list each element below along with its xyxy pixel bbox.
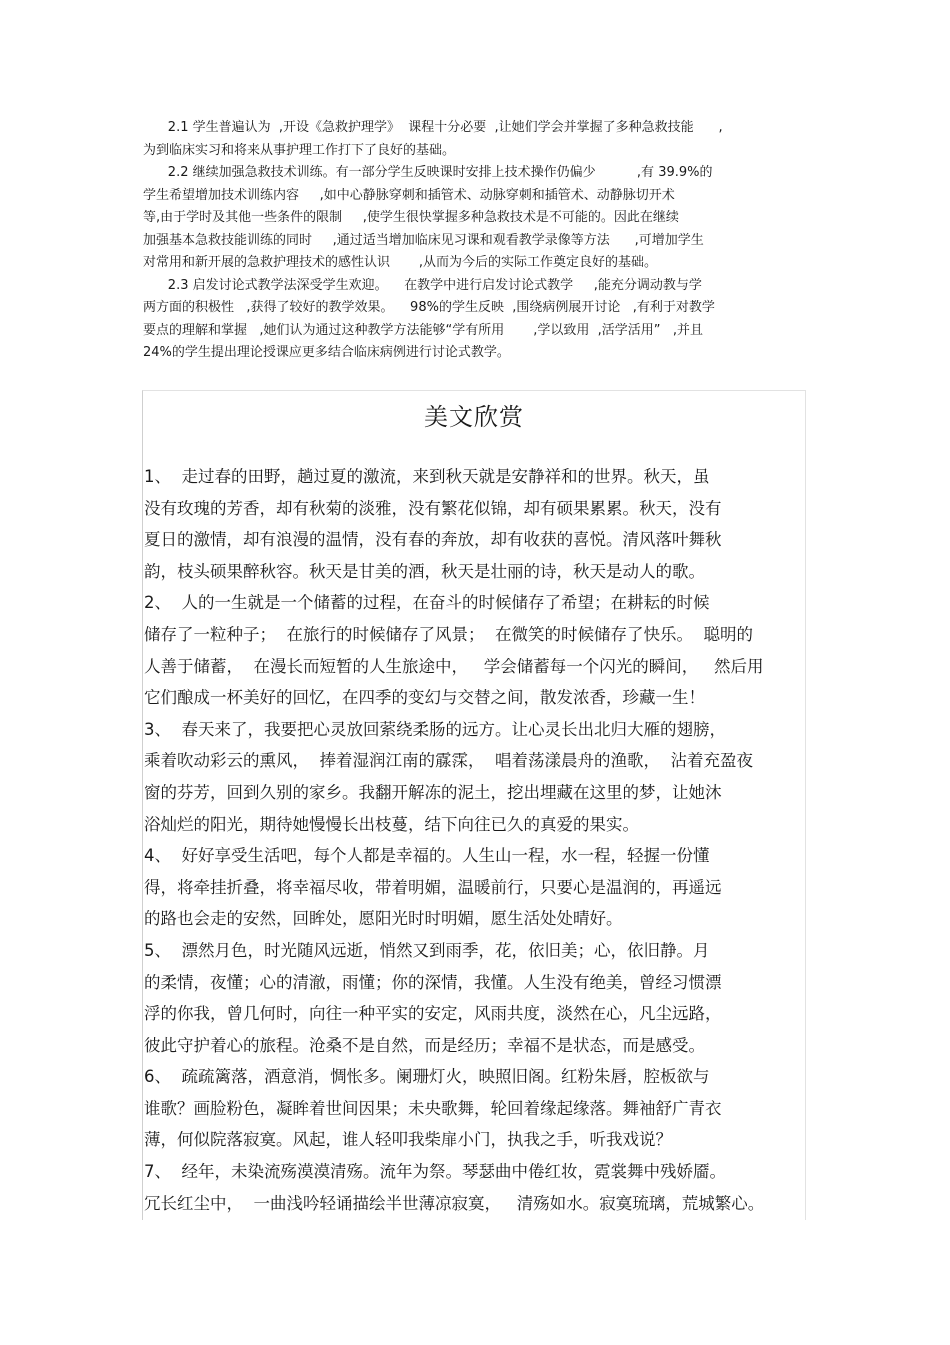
essay-body [144, 461, 806, 1219]
text-line: 加强基本急救技能训练的同时 ,通过适当增加临床见习课和观看教学录像等方法 ,可增加学生 [143, 232, 704, 248]
essay-line: 浴灿烂的阳光，期待她慢慢长出枝蔓，结下向往已久的真爱的果实。 [144, 814, 639, 834]
text-line: 学生希望增加技术训练内容 ,如中心静脉穿刺和插管术、动脉穿刺和插管术、动静脉切开术 [143, 187, 675, 203]
essay-line: 谁歌？画脸粉色，凝眸着世间因果；未央歌舞，轮回着缘起缘落。舞袖舒广青衣 [144, 1098, 722, 1118]
essay-box [142, 390, 806, 1220]
essay-line: 没有玫瑰的芳香，却有秋菊的淡雅，没有繁花似锦，却有硕果累累。秋天，没有 [144, 498, 722, 518]
text-line: 2.1 学生普遍认为 ,开设《急救护理学》 课程十分必要 ,让她们学会并掌握了多种急救技能 , [143, 120, 723, 135]
essay-line: 储存了一粒种子； 在旅行的时候储存了风景； 在微笑的时候储存了快乐。 聪明的 [144, 624, 753, 644]
essay-line: 4、 好好享受生活吧，每个人都是幸福的。人生山一程，水一程，轻握一份懂 [144, 846, 710, 866]
report-paragraph-2-3 [143, 275, 811, 365]
essay-line: 的柔情，夜懂；心的清澈，雨懂；你的深情，我懂。人生没有绝美，曾经习惯漂 [144, 972, 722, 992]
essay-line: 5、 漂然月色，时光随风远逝，悄然又到雨季，花，依旧美；心，依旧静。月 [144, 940, 710, 960]
essay-line: 窗的芬芳，回到久别的家乡。我翻开解冻的泥土，挖出埋藏在这里的梦，让她沐 [144, 782, 722, 802]
essay-line: 浮的你我，曾几何时，向往一种平实的安定，风雨共度，淡然在心，凡尘远路， [144, 1004, 722, 1024]
text-line: 对常用和新开展的急救护理技术的感性认识 ,从而为今后的实际工作奠定良好的基础。 [143, 255, 658, 270]
essay-title: 美文欣赏 [424, 403, 524, 431]
essay-line: 1、 走过春的田野，趟过夏的激流，来到秋天就是安静祥和的世界。秋天，虽 [144, 467, 710, 486]
essay-line: 人善于储蓄， 在漫长而短暂的人生旅途中， 学会储蓄每一个闪光的瞬间， 然后用 [144, 656, 764, 676]
essay-line: 3、 春天来了，我要把心灵放回萦绕柔肠的远方。让心灵长出北归大雁的翅膀， [144, 719, 726, 739]
text-line: 为到临床实习和将来从事护理工作打下了良好的基础。 [143, 142, 456, 158]
essay-line: 7、 经年，未染流殇漠漠清殇。流年为祭。琴瑟曲中倦红妆，霓裳舞中残娇靥。 [144, 1162, 726, 1182]
essay-line: 夏日的激情，却有浪漫的温情，没有春的奔放，却有收获的喜悦。清风落叶舞秋 [144, 530, 722, 550]
essay-line: 2、 人的一生就是一个储蓄的过程，在奋斗的时候储存了希望；在耕耘的时候 [144, 593, 710, 613]
essay-line: 乘着吹动彩云的熏风， 捧着湿润江南的霡霂， 唱着荡漾晨舟的渔歌， 沾着充盈夜 [144, 751, 753, 771]
report-paragraph-2-2 [143, 162, 811, 275]
text-line: 等,由于学时及其他一些条件的限制 ,使学生很快掌握多种急救技术是不可能的。因此在继续 [143, 210, 679, 225]
text-line: 24%的学生提出理论授课应更多结合临床病例进行讨论式教学。 [143, 345, 510, 360]
essay-line: 韵，枝头硕果醉秋容。秋天是甘美的酒，秋天是壮丽的诗，秋天是动人的歌。 [144, 561, 705, 581]
report-section [143, 117, 811, 365]
essay-line: 得，将牵挂折叠，将幸福尽收，带着明媚，温暖前行，只要心是温润的，再遥远 [144, 877, 722, 897]
essay-line: 冗长红尘中， 一曲浅吟轻诵描绘半世薄凉寂寞， 清殇如水。寂寞琉璃，荒城繁心。 [144, 1193, 765, 1213]
essay-line: 它们酿成一杯美好的回忆，在四季的变幻与交替之间，散发浓香，珍藏一生！ [144, 688, 705, 708]
essay-line: 6、 疏疏篱落，酒意消，惆怅多。阑珊灯火，映照旧阁。红粉朱唇，腔板欲与 [144, 1067, 710, 1087]
essay-line: 的路也会走的安然，回眸处，愿阳光时时明媚，愿生活处处晴好。 [144, 909, 623, 929]
essay-line: 薄，何似院落寂寞。风起，谁人轻叩我柴扉小门，执我之手，听我戏说？ [144, 1130, 672, 1150]
report-paragraph-2-1 [143, 117, 811, 162]
essay-line: 彼此守护着心的旅程。沧桑不是自然，而是经历；幸福不是状态，而是感受。 [144, 1035, 705, 1055]
text-line: 2.3 启发讨论式教学法深受学生欢迎。 在教学中进行启发讨论式教学 ,能充分调动教与学 [143, 277, 702, 293]
text-line: 两方面的积极性 ,获得了较好的教学效果。 98%的学生反映 ,围绕病例展开讨论 ,有利于对教学 [143, 300, 715, 315]
text-line: 2.2 继续加强急救技术训练。有一部分学生反映课时安排上技术操作仍偏少 ,有 39.9%的 [143, 165, 713, 180]
text-line: 要点的理解和掌握 ,她们认为通过这种教学方法能够“学有所用 ,学以致用 ,活学活用” ,并且 [143, 322, 703, 338]
